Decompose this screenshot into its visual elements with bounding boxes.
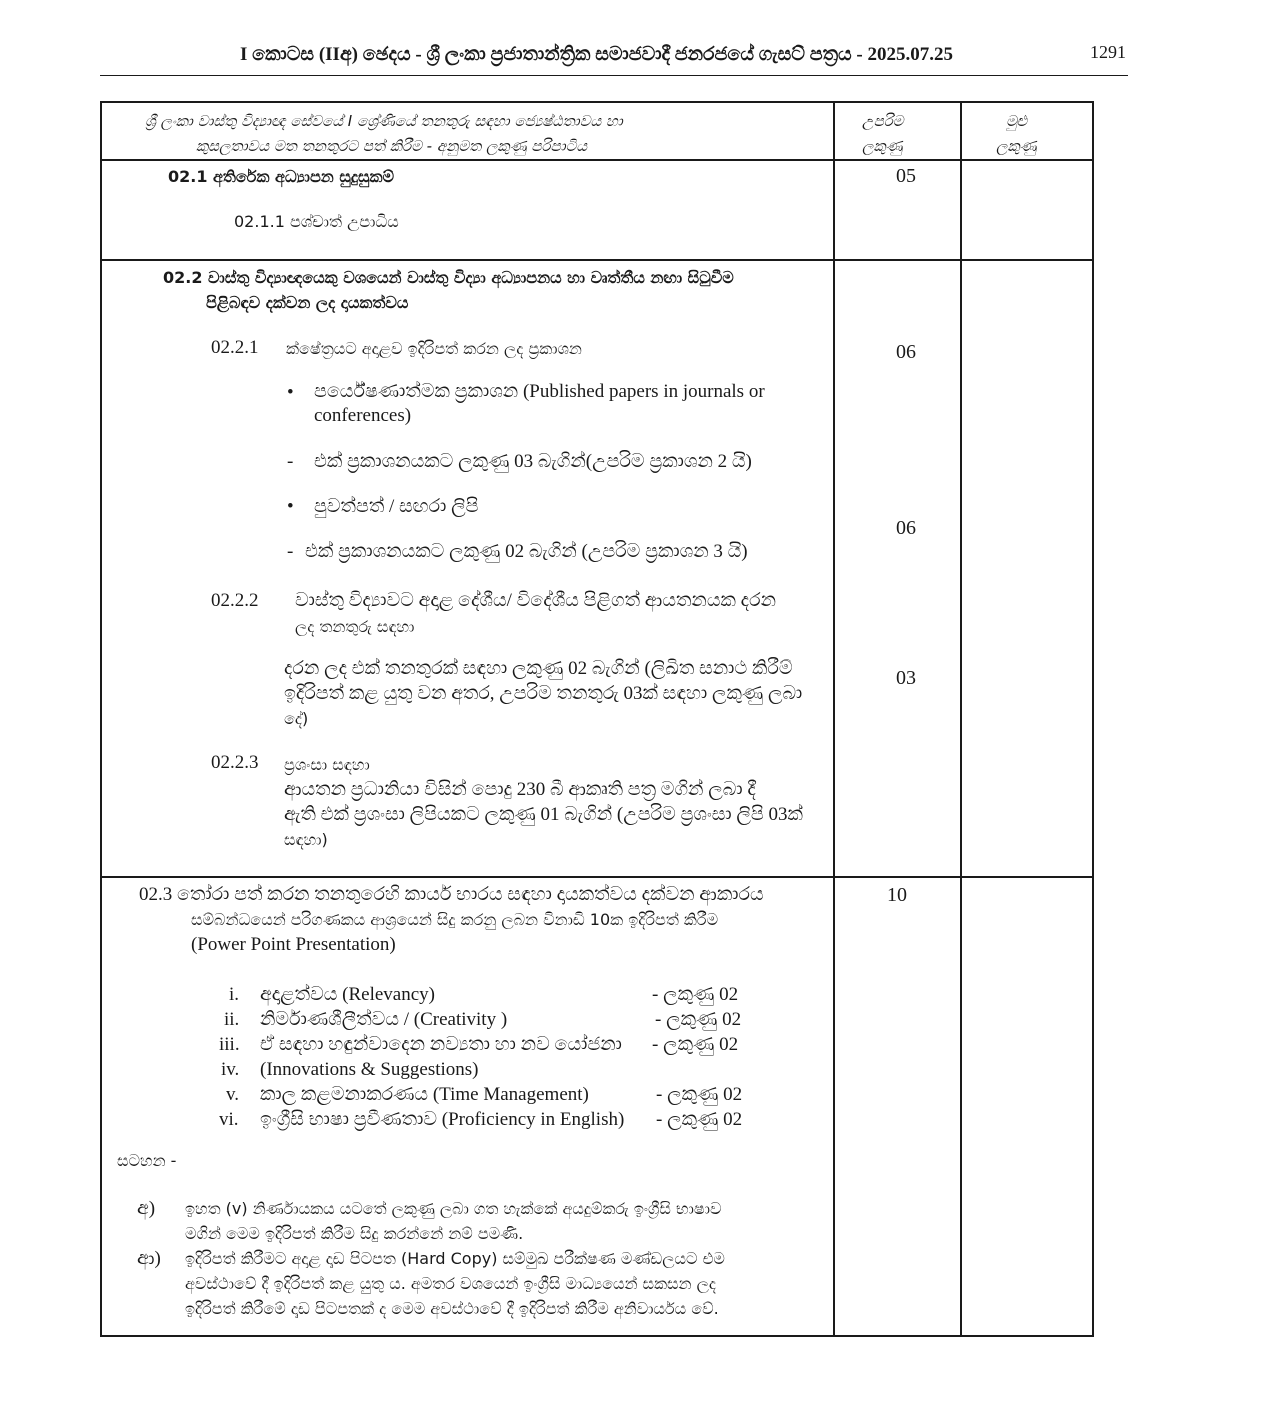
section-02-1-1: 02.1.1 පශ්චාත් උපාධිය (234, 212, 399, 231)
criteria-number: ii. (224, 1009, 240, 1030)
table-left-border (100, 101, 102, 1337)
row-divider-header (100, 159, 1094, 161)
bullet-icon: • (287, 382, 294, 403)
col2-header-line2: ලකුණු (862, 137, 903, 155)
section-02-2-2-number: 02.2.2 (211, 590, 259, 611)
section-02-2-2-line1: වාස්තු විද්‍යාවට අදාළ දේශීය/ විදේශීය පිළිගත් ආයතනයක දරන (295, 590, 777, 611)
section-02-2-3-line2: ඇති එක් ප්‍රශංසා ලිපියකට ලකුණු 01 බැගින් (උපරිම ප්‍රශංසා ලිපි 03ක් (284, 804, 803, 825)
header-rule (100, 75, 1128, 76)
section-02-2-2-para-line2: ඉදිරිපත් කළ යුතු වන අතර, උපරිම තනතුරු 03ක් සඳහා ලකුණු ලබා (284, 683, 803, 704)
criteria-number: v. (226, 1084, 240, 1105)
criteria-text: කාල කළමනාකරණය (Time Management) (260, 1084, 589, 1105)
section-02-2-3-number: 02.2.3 (211, 752, 259, 773)
col3-header-line2: ලකුණු (996, 137, 1037, 155)
section-02-2-title-line1: 02.2 වාස්තු විද්‍යාඥයෙකු වශයෙන් වාස්තු විද්‍යා අධ්‍යාපනය හා වෘත්තීය නඟා සිටුවීම (163, 268, 734, 287)
section-02-3-title-line1: 02.3 තෝරා පත් කරන තනතුරෙහි කාර්ය භාරය සඳහා දායකත්වය දක්වන ආකාරය (139, 884, 764, 905)
section-02-2-3-title: ප්‍රශංසා සඳහා (284, 755, 370, 774)
note-label: සටහන - (117, 1151, 177, 1170)
row1-max-marks: 05 (896, 165, 916, 187)
section-02-2-3-line3: සඳහා) (284, 830, 328, 849)
note-b-line3: ඉදිරිපත් කිරීමේ දෘඩ පිටපතක් ද මෙම අවස්ථාවේ දී ඉදිරිපත් කිරීම අනිවාර්යය වේ. (185, 1299, 719, 1318)
criteria-text: ඒ සඳහා හඳුන්වාදෙන නව්‍යතා හා නව යෝජනා (260, 1034, 622, 1055)
col2-header-line1: උපරිම (862, 112, 904, 130)
note-a-label: අ) (137, 1198, 156, 1219)
row-divider-1 (100, 259, 1094, 261)
section-02-2-2-line2: ලද තනතුරු සඳහා (295, 617, 415, 636)
criteria-marks: - ලකුණු 02 (656, 1109, 743, 1130)
col1-header-line1: ශ්‍රී ලංකා වාස්තු විද්‍යාඥ සේවයේ I ශ්‍රේණියේ තනතුරු සඳහා ජ්‍යෙෂ්ඨතාවය හා (145, 112, 623, 130)
section-02-2-1-text: ක්ෂේත්‍රයට අදාළව ඉදිරිපත් කරන ලද ප්‍රකාශන (286, 339, 582, 358)
section-02-2-3-line1: ආයතන ප්‍රධානියා විසින් පොදු 230 බී ආකෘති පත්‍ර මගින් ලබා දී (284, 779, 756, 800)
gazette-header-title: I කොටස (IIඅ) ඡෙදය - ශ්‍රී ලංකා ප්‍රජාතාන්ත්‍රික සමාජවාදී ජනරජයේ ගැසට් පත්‍රය - 2025.07.25 (240, 44, 953, 65)
note-b-label: ආ) (137, 1248, 161, 1269)
row3-max-marks: 10 (887, 884, 907, 906)
dash2-text: එක් ප්‍රකාශනයකට ලකුණු 02 බැගින් (උපරිම ප්‍රකාශන 3 යි) (305, 541, 748, 562)
row-divider-2 (100, 876, 1094, 878)
criteria-number: i. (229, 984, 240, 1005)
section-02-2-2-para-line1: දරන ලද එක් තනතුරක් සඳහා ලකුණු 02 බැගින් (ලිඛිත සනාථ කිරීම් (284, 658, 793, 679)
col-divider-1 (833, 101, 835, 1337)
row2-max-marks-a: 06 (896, 341, 916, 363)
criteria-marks: - ලකුණු 02 (652, 984, 739, 1005)
criteria-number: iv. (221, 1059, 240, 1080)
dash-icon: - (287, 541, 294, 562)
criteria-number: vi. (219, 1109, 239, 1130)
note-a-line1: ඉහත (v) නිර්ණායකය යටතේ ලකුණු ලබා ගත හැක්කේ අයදුම්කරු ඉංග්‍රීසි භාෂාව (185, 1199, 722, 1218)
row2-max-marks-b: 06 (896, 517, 916, 539)
criteria-marks: - ලකුණු 02 (652, 1034, 739, 1055)
note-a-line2: මගින් මෙම ඉදිරිපත් කිරීම සිදු කරන්නේ නම් පමණි. (185, 1224, 524, 1243)
row2-max-marks-c: 03 (896, 667, 916, 689)
dash1-text: එක් ප්‍රකාශනයකට ලකුණු 03 බැගින්(උපරිම ප්‍රකාශන 2 යි) (314, 451, 752, 472)
dash-icon: - (287, 451, 294, 472)
criteria-text: (Innovations & Suggestions) (260, 1059, 479, 1080)
section-02-2-1-number: 02.2.1 (211, 337, 259, 358)
criteria-text: අදාළත්වය (Relevancy) (260, 984, 435, 1005)
col3-header-line1: මුළු (1006, 112, 1027, 130)
criteria-text: නිර්මාණශීලීත්වය / (Creativity ) (260, 1009, 508, 1030)
section-02-3-title-line3: (Power Point Presentation) (191, 934, 396, 955)
page-number: 1291 (1090, 42, 1126, 62)
criteria-marks: - ලකුණු 02 (656, 1084, 743, 1105)
bullet1-line1: පර්යේෂණාත්මක ප්‍රකාශන (Published papers in journals or (314, 381, 765, 402)
bullet-icon: • (287, 496, 294, 517)
section-02-1-title: 02.1 අතිරේක අධ්‍යාපන සුදුසුකම් (168, 167, 394, 186)
table-bottom-border (100, 1335, 1094, 1337)
section-02-3-title-line2: සම්බන්ධයෙන් පරිගණකය ආශ්‍රයෙන් සිදු කරනු ලබන විනාඩි 10ක ඉදිරිපත් කිරීම (191, 910, 719, 929)
criteria-number: iii. (219, 1034, 240, 1055)
table-right-border (1092, 101, 1094, 1337)
bullet1-line2: conferences) (314, 405, 412, 426)
table-top-border (100, 101, 1094, 103)
note-b-line1: ඉදිරිපත් කිරීමට අදාළ දෘඩ පිටපත (Hard Copy) සම්මුඛ පරීක්ෂණ මණ්ඩලයට එම (185, 1249, 725, 1268)
col1-header-line2: කුසලතාවය මත තනතුරට පත් කිරීම - අනුමත ලකුණු පරිපාටිය (196, 137, 588, 155)
criteria-marks: - ලකුණු 02 (655, 1009, 742, 1030)
note-b-line2: අවස්ථාවේ දී ඉදිරිපත් කළ යුතු ය. අමතර වශයෙන් ඉංග්‍රීසි මාධ්‍යයෙන් සකසන ලද (185, 1274, 716, 1293)
bullet2-text: පුවත්පත් / සඟරා ලිපි (314, 496, 479, 517)
section-02-2-2-para-line3: දේ) (284, 709, 309, 728)
section-02-2-title-line2: පිළිබඳව දක්වන ලද දායකත්වය (206, 293, 409, 312)
col-divider-2 (960, 101, 962, 1337)
criteria-text: ඉංග්‍රීසි භාෂා ප්‍රවීණතාව (Proficiency in English) (260, 1109, 625, 1130)
